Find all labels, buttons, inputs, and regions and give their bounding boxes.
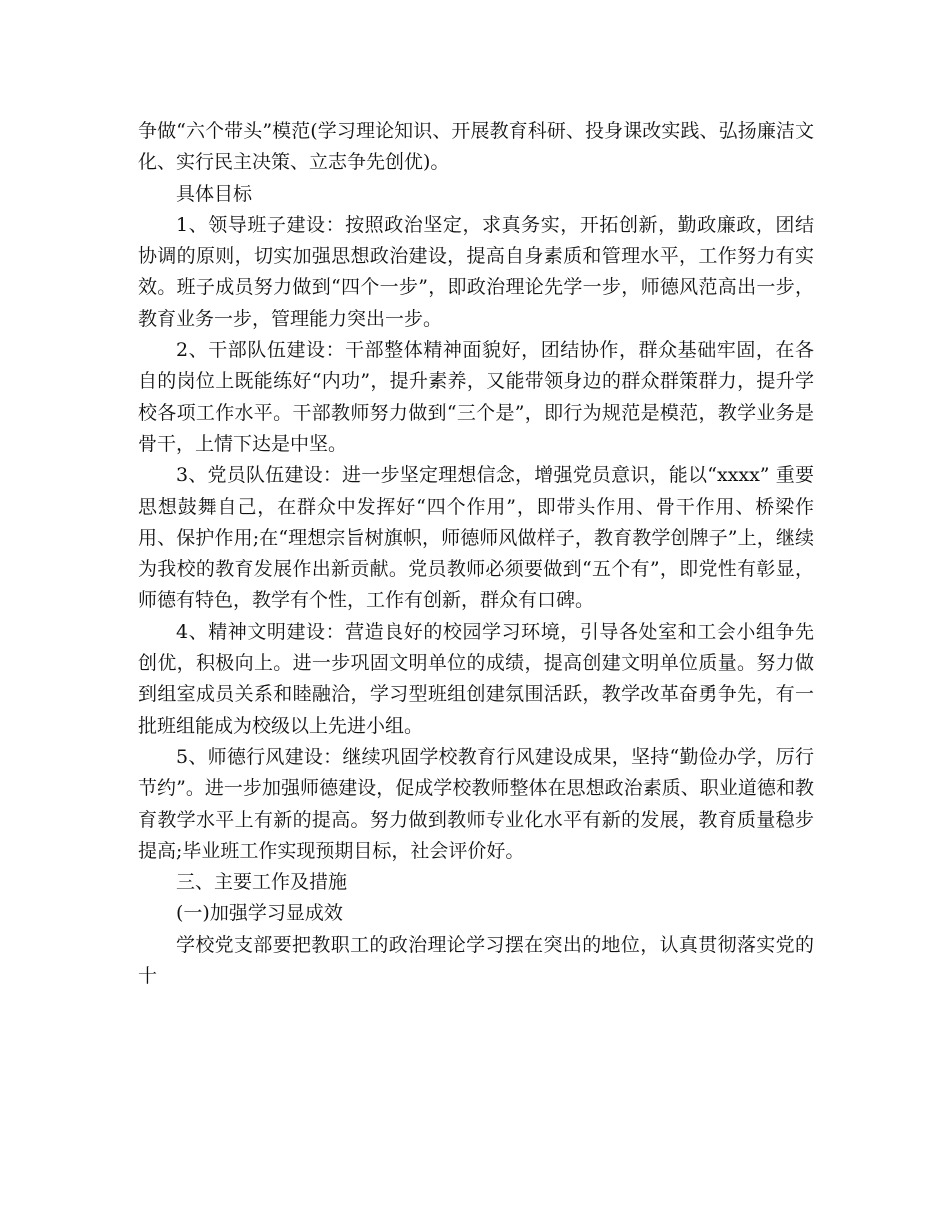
- paragraph-study-body: 学校党支部要把教职工的政治理论学习摆在突出的地位，认真贯彻落实党的十: [138, 933, 814, 988]
- paragraph-leadership-team: 1、领导班子建设：按照政治坚定，求真务实，开拓创新，勤政廉政，团结协调的原则，切实加强思想政治建设，提高自身素质和管理水平，工作努力有实效。班子成员努力做到“四个一步”，即政治理论先学一步，师德风范高出一步，教育业务一步，管理能力突出一步。: [138, 213, 814, 330]
- paragraph-heading-specific-goals: 具体目标: [176, 182, 253, 205]
- paragraph-spiritual-civilization: 4、精神文明建设：营造良好的校园学习环境，引导各处室和工会小组争先创优，积极向上。进一步巩固文明单位的成绩，提高创建文明单位质量。努力做到组室成员关系和睦融洽，学习型班组创建氛围活跃，教学改革奋勇争先，有一批班组能成为校级以上先进小组。: [138, 620, 814, 737]
- paragraph-party-members: 3、党员队伍建设：进一步坚定理想信念，增强党员意识，能以“xxxx” 重要思想鼓舞自己，在群众中发挥好“四个作用”，即带头作用、骨干作用、桥梁作用、保护作用;在“理想宗旨树旗帜，师德师风做样子，教育教学创牌子”上，继续为我校的教育发展作出新贡献。党员教师必须要做到“五个有”，即党性有彰显，师德有特色，教学有个性，工作有创新，群众有口碑。: [138, 464, 814, 612]
- paragraph-intro: 争做“六个带头”模范(学习理论知识、开展教育科研、投身课改实践、弘扬廉洁文化、实行民主决策、立志争先创优)。: [138, 120, 814, 174]
- document-body: [138, 116, 814, 992]
- paragraph-cadre-team: 2、干部队伍建设：干部整体精神面貌好，团结协作，群众基础牢固，在各自的岗位上既能练好“内功”，提升素养，又能带领身边的群众群策群力，提升学校各项工作水平。干部教师努力做到“三个是”，即行为规范是模范，教学业务是骨干，上情下达是中坚。: [138, 339, 814, 455]
- paragraph-subheading-study: (一)加强学习显成效: [176, 902, 343, 925]
- paragraph-teacher-ethics: 5、师德行风建设：继续巩固学校教育行风建设成果，坚持“勤俭办学，厉行节约”。进一步加强师德建设，促成学校教师整体在思想政治素质、职业道德和教育教学水平上有新的提高。努力做到教师专业化水平有新的发展，教育质量稳步提高;毕业班工作实现预期目标，社会评价好。: [138, 745, 814, 862]
- paragraph-section-heading-main-work: 三、主要工作及措施: [176, 871, 348, 894]
